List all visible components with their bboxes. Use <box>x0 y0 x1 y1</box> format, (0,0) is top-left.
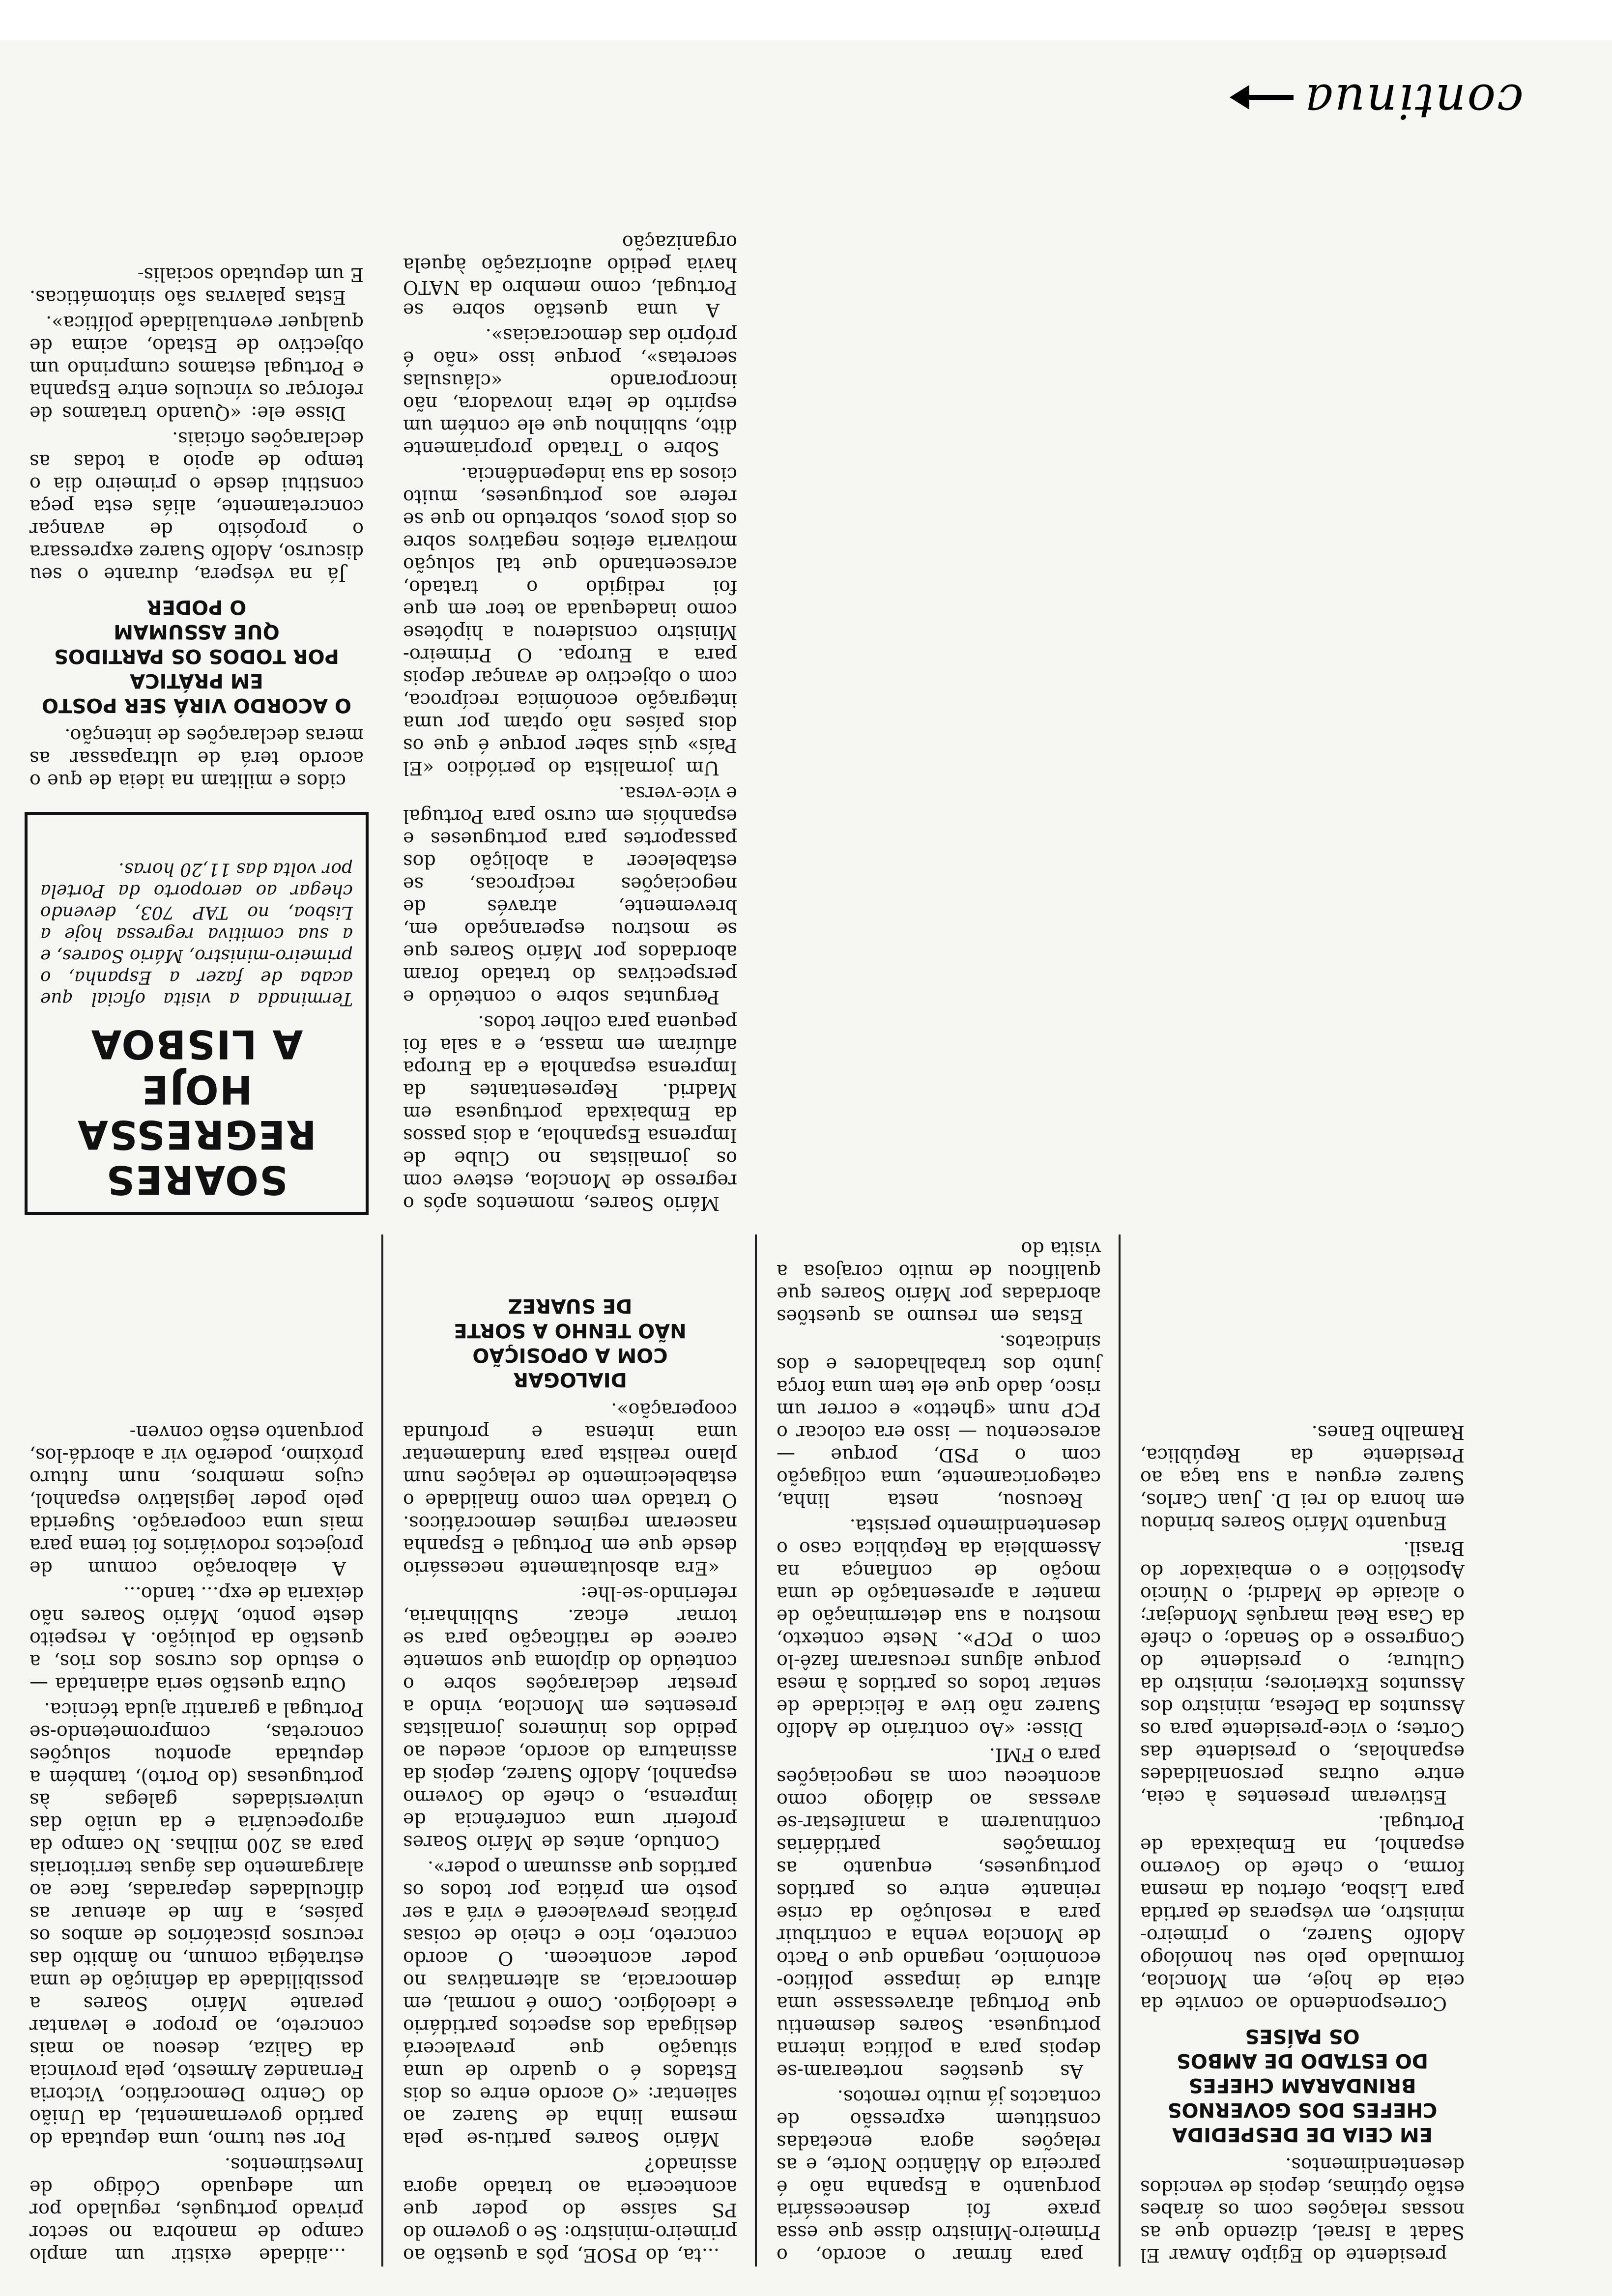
paragraph: Estiveram presentes à ceia, entre outras personalidades espanholas, o presidente das Cortes; o vice-presidente para os Assuntos da Defesa, ministro dos Assuntos Exteriores; ministro da Cultura; o presidente do Congresso e do Senado; o chefe da Casa Real marquês Mondejar; o alcaide de Madrid; o Núncio Apostólico e o embaixador do Brasil. <box>1140 1538 1465 1808</box>
paragraph: Por seu turno, uma deputada do partido governamental, da União do Centro Democrático, Victoria Fernandez Armesto, pela província da Galiza, deseou ao mais concreto, ao propor e levantar perante Mário Soares a possibilidade da definição de uma estratégia comum, no âmbito das recursos piscatórios de ambos os países, a fim de atenuar as dificuldades deparadas, face ao alargamento das águas territoriais para as 200 milhas. No campo da agropecuária e da união das universidades galegas às portuguesas (do Porto), também a deputada apontou soluções concretas, comprometendo-se Portugal a garantir ajuda técnica. <box>29 1699 364 2150</box>
paragraph: Recusou, nesta linha, categoricamente, uma coligação com o PSD, porque — acrescentou — isso era colocar o PCP num «ghetto» e correr um risco, dado que ele tem uma força junto dos trabalhadores e dos sindicatos. <box>777 1331 1101 1511</box>
paragraph: A elaboração comum de projectos rodoviários foi tema para mais uma cooperação. Sugerida pelo poder legislativo espanhol, cujos membros, num futuro próximo, poderão vir a abordá-los, porquanto estão conven- <box>29 1422 364 1579</box>
subheading-line: NÃO TENHO A SORTE <box>454 1319 687 1342</box>
subheading-line: COM A OPOSIÇÃO <box>472 1344 668 1366</box>
handwritten-text: continua <box>1303 74 1524 129</box>
subheading-line: POR TODOS OS PARTIDOS <box>54 645 339 667</box>
subheading-line: CHEFES DOS GOVERNOS <box>1167 2098 1438 2121</box>
headline-line: SOARES <box>105 1157 288 1203</box>
column-b <box>29 260 364 792</box>
subheading-line: DIALOGAR <box>513 1368 627 1391</box>
column-rule <box>381 1234 383 2267</box>
paragraph: Correspondendo ao convite da ceia de hoje, em Moncloa, formulado pelo seu homólogo Adolfo Suarez, o primeiro-ministro, em vésperas de partida para Lisboa, ofertou da mesma forma, o chefe do Governo espanhol, na Embaixada de Portugal. <box>1140 1812 1465 2014</box>
subheading <box>1140 2024 1465 2147</box>
column-e <box>777 1234 1101 2267</box>
paragraph: Disse ele: «Quando tratamos de reforçar os vínculos entre Espanha e Portugal estamos cumprindo um objectivo de Estado, acima de qualquer eventualidade política». <box>29 312 364 424</box>
column-rule <box>1119 1234 1121 2267</box>
paragraph: presidente do Egipto Anwar El Sadat a Israel, dizendo que as nossas relações com os árabes estão óptimas, depois de vencidos desentendimentos. <box>1140 2154 1465 2266</box>
paragraph: para firmar o acordo, o Primeiro-Ministro disse que essa praxe foi desnecessária porquanto a Espanha não é parceira do Atlântico Norte, e as relações agora encetadas constituem expressão de contactos já muito remotos. <box>777 2086 1101 2266</box>
box-headline <box>40 1021 353 1202</box>
subheading-line: OS PAÍSES <box>1245 2025 1360 2047</box>
paragraph: Um jornalista do periódico «El País» quis saber porque é que os dois países não optam por uma integração económica recíproca, com o objectivo de avançar depois para a Europa. O Primeiro-Ministro considerou a hipótese como inadequada ao teor em que foi redigido o tratado, acrescentando que tal solução motivaria efeitos negativos sobre os dois povos, sobretudo no que se refere aos portugueses, muito ciosos da sua independência. <box>403 463 737 779</box>
subheading-line: DE SUAREZ <box>508 1294 633 1317</box>
subheading-line: BRINDARAM CHEFES <box>1188 2074 1416 2096</box>
subheading-line: O PODER <box>146 596 247 618</box>
subheading <box>29 595 364 718</box>
subheading-line: EM CEIA DE DESPEDIDA <box>1172 2123 1433 2146</box>
paragraph: As questões nortearam-se depois para a política interna portuguesa. Soares desmentiu que Portugal atravessasse uma altura de impasse político-económico, negando que o Pacto de Moncloa venha a contribuir para a resolução da crise reinante entre os partidos portugueses, enquanto as formações partidárias continuarem a manifestar-se avessas ao diálogo como aconteceu com as negociações para o FMI. <box>777 1744 1101 2082</box>
paragraph: Enquanto Mário Soares brindou em honra do rei D. Juan Carlos, Suarez ergueu a sua taça ao Presidente da República, Ramalho Eanes. <box>1140 1422 1465 1534</box>
paragraph: Estas em resumo as questões abordadas por Mário Soares que qualificou de muito corajosa a visita do <box>777 1238 1101 1327</box>
paragraph: Mário Soares, momentos após o regresso de Moncloa, esteve com os jornalistas no Clube de Imprensa Espanhola, a dois passos da Embaixada portuguesa em Madrid. Representantes da Imprensa espanhola e da Europa afluíram em massa, e a sala foi pequena para colher todos. <box>403 1012 737 1214</box>
subheading-line: QUE ASSUMAM <box>114 620 280 643</box>
paragraph: Contudo, antes de Mário Soares proferir uma conferência de imprensa, o chefe do Governo espanhol, Adolfo Suarez, depois da assinatura do acordo, acedeu ao pedido dos inúmeros jornalistas presentes em Moncloa, vindo a prestar declarações sobre o conteúdo do diploma que somente carece de ratificação para se tornar eficaz. Sublinharia, referindo-se-lhe: <box>403 1583 737 1853</box>
paragraph: Perguntas sobre o conteúdo e perspectivas do tratado foram abordados por Mário Soares que se mostrou esperançado em, brevemente, através de negociações recíprocas, se estabelecer a abolição dos passaportes para portugueses e espanhóis em curso para Portugal e vice-versa. <box>403 783 737 1008</box>
paragraph: Sobre o Tratado propriamente dito, sublinhou que ele contém um espírito de letra inovadora, não incorporando «cláusulas secretas», porque isso «não é próprio das democracias». <box>403 325 737 459</box>
subheading-line: DO ESTADO DE AMBOS <box>1176 2049 1429 2072</box>
paragraph: A uma questão sobre se Portugal, como membro da NATO havia pedido autorização àquela organização <box>403 231 737 321</box>
paragraph: Disse: «Ao contrário de Adolfo Suarez não tive a felicidade de sentar todos os partidos à mesa porque alguns recusaram fazê-lo com o PCP». Neste contexto, mostrou a sua determinação de manter a apresentação de uma moção de confiança na Assembleia da República caso o desentendimento persista. <box>777 1515 1101 1740</box>
subheading <box>403 1293 737 1392</box>
column-d <box>403 228 737 1215</box>
column-rule <box>755 1234 757 2267</box>
paragraph: Outra questão seria adiantada — o estudo dos cursos dos rios, a questão da poluição. A respeito deste ponto, Mário Soares não deixaria de exp... tando... <box>29 1583 364 1695</box>
box-brief: Terminada a visita oficial que acaba de fazer a Espanha, o primeiro-ministro, Mário Soares, e a sua comitiva regressa hoje a Lisboa, no TAP 703, devendo chegar ao aeroporto da Portela por volta das 11,20 horas. <box>40 859 353 1009</box>
column-a <box>29 1418 364 2267</box>
headline-line: REGRESSA HOJE <box>77 1066 317 1157</box>
arrow-right-icon <box>1235 95 1294 100</box>
paragraph: Estas palavras são sintomáticas. E um deputado socialis- <box>29 264 364 308</box>
paragraph: cidos e militam na ideia de que o acordo terá de ultrapassar as meras declarações de intenção. <box>29 725 364 792</box>
paragraph: ...alidade existir um amplo campo de manobra no sector privado português, regulado por um adequado Código de Investimentos. <box>29 2154 364 2266</box>
column-f <box>1140 1418 1465 2267</box>
handwritten-continua <box>1235 74 1524 129</box>
paragraph: Mário Soares partiu-se pela mesma linha de Suarez ao salientar: «O acordo entre os dois Estados é o quadro de uma situação que prevalecerá desligada dos aspectos partidário e ideológico. Como é normal, em democracia, as alternativas no poder acontecem. O acordo concreto, rico e cheio de coisas práticas prevalecerá e virá a ser posto em prática por todos os partidos que assumam o poder». <box>403 1857 737 2150</box>
paragraph: «Era absolutamente necessário desde que em Portugal e Espanha nasceram regimes democráticos. O tratado vem como finalidade o estabelecimento de relações num plano realista para fundamentar uma intensa e profunda cooperação». <box>403 1399 737 1579</box>
paragraph: ...ta, do PSOE, pôs a questão ao primeiro-ministro: Se o governo do PS saísse do poder que aconteceria ao tratado agora assinado? <box>403 2154 737 2266</box>
scan-edge <box>0 0 1612 40</box>
column-c <box>403 1285 737 2267</box>
paragraph: Já na véspera, durante o seu discurso, Adolfo Suarez expressara o propósito de avançar concretamente, aliás esta peça constitui desde o primeiro dia o tempo de apoio a todas as declarações oficiais. <box>29 428 364 585</box>
subheading-line: O ACORDO VIRÁ SER POSTO EM PRÁTICA <box>42 669 351 717</box>
headline-line: A LISBOA <box>90 1021 303 1067</box>
boxed-article <box>25 812 369 1215</box>
